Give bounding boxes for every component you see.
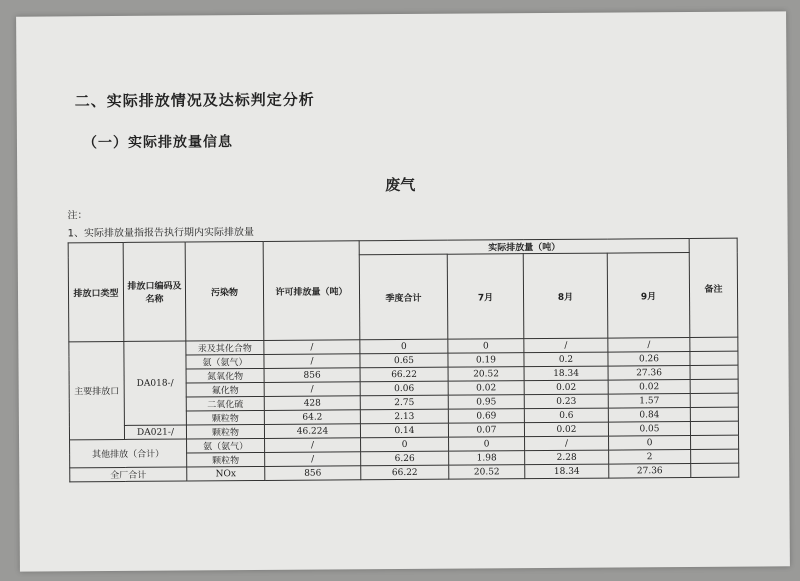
header-actual-group: 实际排放量（吨） bbox=[359, 239, 689, 255]
m7-cell: 0.07 bbox=[448, 423, 524, 438]
m8-cell: 0.02 bbox=[524, 380, 608, 395]
permit-cell: / bbox=[264, 340, 360, 355]
remark-cell bbox=[690, 379, 738, 393]
m9-cell: 0.26 bbox=[608, 351, 690, 366]
pollutant-cell: 汞及其化合物 bbox=[186, 340, 264, 355]
m9-cell: 0.05 bbox=[608, 421, 690, 436]
remark-cell bbox=[690, 337, 738, 351]
m7-cell: 20.52 bbox=[449, 465, 525, 480]
header-pollutant: 污染物 bbox=[185, 241, 264, 341]
pollutant-cell: 颗粒物 bbox=[187, 452, 265, 467]
header-month-7: 7月 bbox=[447, 254, 524, 340]
header-outlet-type: 排放口类型 bbox=[68, 242, 124, 341]
m7-cell: 0.95 bbox=[448, 395, 524, 410]
m8-cell: 2.28 bbox=[525, 450, 609, 465]
header-remark: 备注 bbox=[689, 238, 738, 337]
permit-cell: / bbox=[265, 452, 361, 467]
m8-cell: 0.23 bbox=[524, 394, 608, 409]
document-page bbox=[16, 11, 790, 571]
quarter-cell: 0 bbox=[361, 437, 449, 452]
m8-cell: 0.2 bbox=[524, 352, 608, 367]
quarter-cell: 6.26 bbox=[361, 451, 449, 466]
pollutant-cell: NOx bbox=[187, 466, 265, 481]
quarter-cell: 0.65 bbox=[360, 353, 448, 368]
note-label: 注： bbox=[67, 210, 88, 222]
m9-cell: 0.84 bbox=[608, 407, 690, 422]
header-outlet-code: 排放口编码及名称 bbox=[123, 242, 186, 341]
note-text: 1、实际排放量指报告执行期内实际排放量 bbox=[67, 227, 254, 240]
m7-cell: 0 bbox=[449, 437, 525, 452]
quarter-cell: 66.22 bbox=[360, 367, 448, 382]
m9-cell: 0.02 bbox=[608, 379, 690, 394]
pollutant-cell: 二氧化硫 bbox=[186, 396, 264, 411]
remark-cell bbox=[690, 393, 738, 407]
quarter-cell: 2.13 bbox=[360, 409, 448, 424]
remark-cell bbox=[690, 407, 738, 421]
m8-cell: 0.02 bbox=[524, 422, 608, 437]
table-title: 废气 bbox=[385, 175, 416, 195]
m9-cell: 27.36 bbox=[609, 463, 691, 478]
remark-cell bbox=[691, 435, 739, 449]
remark-cell bbox=[691, 449, 739, 463]
pollutant-cell: 氨（氨气） bbox=[186, 354, 264, 369]
m9-cell: 1.57 bbox=[608, 393, 690, 408]
pollutant-cell: 颗粒物 bbox=[186, 410, 264, 425]
quarter-cell: 2.75 bbox=[360, 395, 448, 410]
m7-cell: 0.02 bbox=[448, 381, 524, 396]
section-heading: 二、实际排放情况及达标判定分析 bbox=[74, 90, 315, 111]
pollutant-cell: 颗粒物 bbox=[186, 424, 264, 439]
remark-cell bbox=[691, 463, 739, 477]
permit-cell: / bbox=[264, 382, 360, 397]
m9-cell: 2 bbox=[609, 449, 691, 464]
emission-table bbox=[68, 238, 740, 483]
m8-cell: 18.34 bbox=[525, 464, 609, 479]
quarter-cell: 0.14 bbox=[360, 423, 448, 438]
m8-cell: 18.34 bbox=[524, 366, 608, 381]
header-permit: 许可排放量（吨） bbox=[263, 241, 360, 341]
subsection-heading: （一）实际排放量信息 bbox=[82, 134, 234, 152]
outlet-code-da018: DA018-/ bbox=[124, 341, 187, 425]
pollutant-cell: 氨（氨气） bbox=[187, 438, 265, 453]
permit-cell: 64.2 bbox=[264, 410, 360, 425]
m9-cell: / bbox=[608, 337, 690, 352]
other-outlet-label: 其他排放（合计） bbox=[70, 439, 187, 468]
header-quarter-total: 季度合计 bbox=[359, 254, 448, 340]
permit-cell: 428 bbox=[264, 396, 360, 411]
m7-cell: 0.69 bbox=[448, 409, 524, 424]
quarter-cell: 0.06 bbox=[360, 381, 448, 396]
header-month-8: 8月 bbox=[523, 253, 608, 339]
outlet-code-da021: DA021-/ bbox=[124, 425, 186, 439]
permit-cell: 856 bbox=[264, 368, 360, 383]
permit-cell: / bbox=[265, 438, 361, 453]
m7-cell: 20.52 bbox=[448, 367, 524, 382]
header-month-9: 9月 bbox=[607, 253, 690, 339]
pollutant-cell: 氮氧化物 bbox=[186, 368, 264, 383]
remark-cell bbox=[690, 421, 738, 435]
m7-cell: 0.19 bbox=[448, 353, 524, 368]
main-outlet-label: 主要排放口 bbox=[69, 341, 125, 439]
pollutant-cell: 氟化物 bbox=[186, 382, 264, 397]
permit-cell: 856 bbox=[265, 466, 361, 481]
quarter-cell: 66.22 bbox=[361, 465, 449, 480]
m7-cell: 0 bbox=[448, 339, 524, 354]
m8-cell: 0.6 bbox=[524, 408, 608, 423]
permit-cell: / bbox=[264, 354, 360, 369]
remark-cell bbox=[690, 351, 738, 365]
m8-cell: / bbox=[525, 436, 609, 451]
m9-cell: 0 bbox=[609, 435, 691, 450]
permit-cell: 46.224 bbox=[264, 424, 360, 439]
m8-cell: / bbox=[524, 338, 608, 353]
m9-cell: 27.36 bbox=[608, 365, 690, 380]
m7-cell: 1.98 bbox=[449, 451, 525, 466]
quarter-cell: 0 bbox=[360, 339, 448, 354]
total-label: 全厂合计 bbox=[70, 467, 187, 482]
remark-cell bbox=[690, 365, 738, 379]
